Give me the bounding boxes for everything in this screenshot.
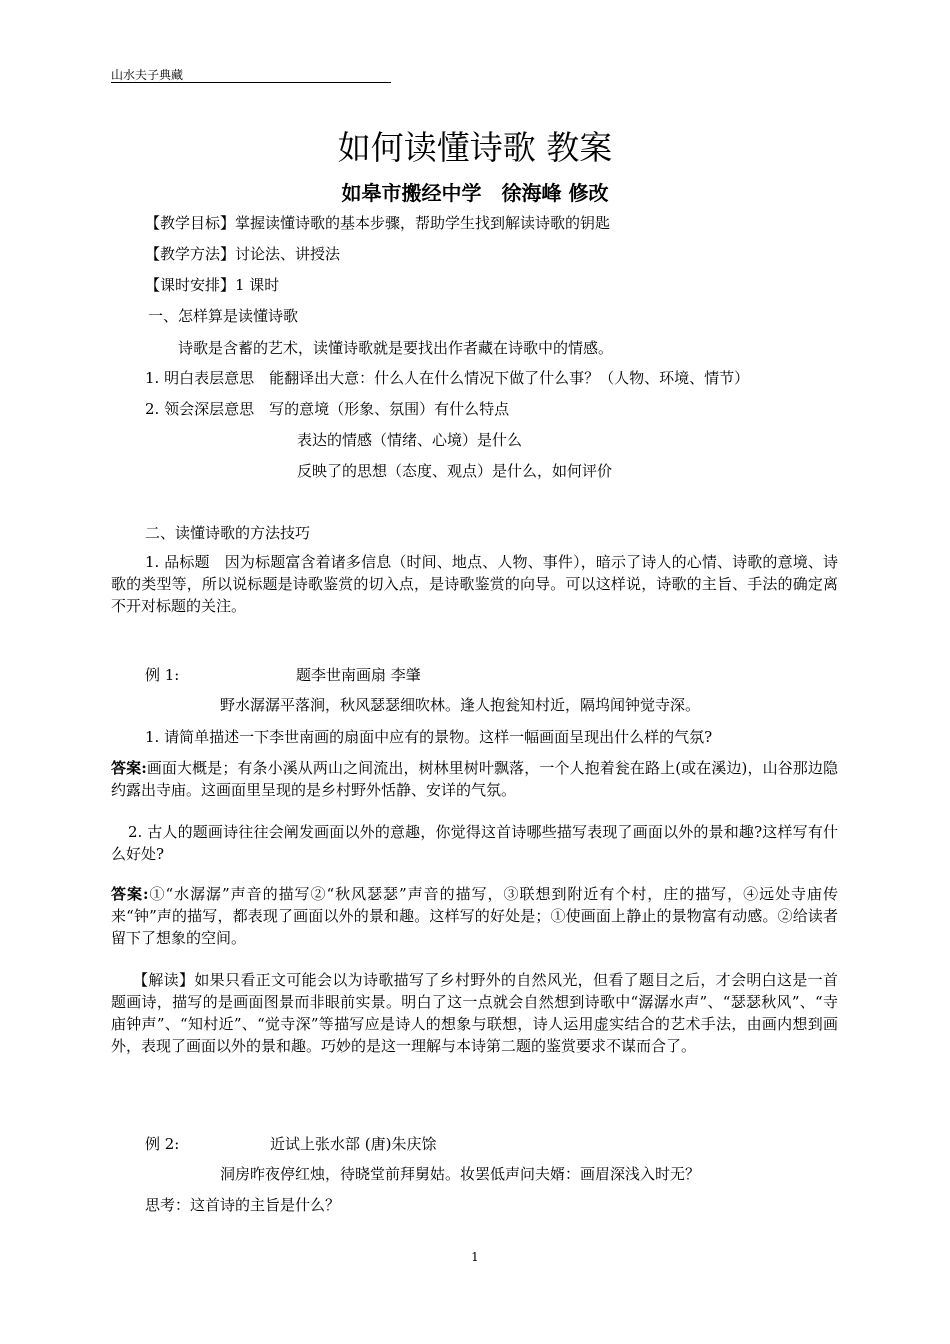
section1-item2: 2. 领会深层意思 写的意境（形象、氛围）有什么特点 bbox=[145, 400, 510, 418]
section1-heading: 一、怎样算是读懂诗歌 bbox=[148, 307, 299, 325]
section1-item1: 1. 明白表层意思 能翻译出大意：什么人在什么情况下做了什么事？（人物、环境、情节） bbox=[145, 369, 750, 387]
document-subtitle: 如皋市搬经中学 徐海峰 修改 bbox=[341, 181, 609, 205]
answer-label: 答案: bbox=[111, 885, 149, 903]
example1-answer2 bbox=[111, 883, 838, 949]
section1-intro: 诗歌是含蓄的艺术，读懂诗歌就是要找出作者藏在诗歌中的情感。 bbox=[178, 339, 614, 357]
example1-question2: 2. 古人的题画诗往往会阐发画面以外的意趣，你觉得这首诗哪些描写表现了画面以外的景和趣?这样写有什么好处? bbox=[111, 823, 838, 863]
example1-poem: 野水潺潺平落涧，秋风瑟瑟细吹林。逢人抱瓮知村近，隔坞闻钟觉寺深。 bbox=[220, 696, 701, 714]
example2-label: 例 2: bbox=[145, 1135, 180, 1153]
example1-analysis bbox=[111, 969, 838, 1057]
example2-question: 思考：这首诗的主旨是什么？ bbox=[145, 1196, 341, 1214]
example1-answer1 bbox=[111, 757, 838, 801]
section1-item2b: 表达的情感（情绪、心境）是什么 bbox=[297, 431, 523, 449]
analysis-label: 【解读】 bbox=[133, 971, 195, 989]
class-schedule: 【课时安排】1 课时 bbox=[145, 276, 280, 294]
page-number: 1 bbox=[471, 1250, 479, 1264]
example1-poem-title: 题李世南画扇 李肇 bbox=[296, 666, 421, 684]
teaching-method: 【教学方法】讨论法、讲授法 bbox=[145, 245, 341, 263]
answer-label: 答案: bbox=[111, 759, 147, 777]
header-rule bbox=[111, 82, 391, 83]
section2-paragraph1: 1. 品标题 因为标题富含着诸多信息（时间、地点、人物、事件），暗示了诗人的心情、诗歌的意境、诗歌的类型等，所以说标题是诗歌鉴赏的切入点，是诗歌鉴赏的向导。可以这样说，诗歌的主旨、手法的确定离不开对标题的关注。 bbox=[111, 553, 838, 615]
page-header: 山水夫子典藏 bbox=[111, 68, 184, 82]
teaching-goal: 【教学目标】掌握读懂诗歌的基本步骤，帮助学生找到解读诗歌的钥匙 bbox=[145, 214, 611, 232]
answer1-text: 画面大概是；有条小溪从两山之间流出，树林里树叶飘落，一个人抱着瓮在路上(或在溪边)，山谷那边隐约露出寺庙。这画面里呈现的是乡村野外恬静、安详的气氛。 bbox=[111, 759, 838, 799]
example1-question1: 1. 请简单描述一下李世南画的扇面中应有的景物。这样一幅画面呈现出什么样的气氛? bbox=[145, 728, 713, 746]
analysis-text: 如果只看正文可能会以为诗歌描写了乡村野外的自然风光，但看了题目之后，才会明白这是一首题画诗，描写的是画面图景而非眼前实景。明白了这一点就会自然想到诗歌中“潺潺水声”、“瑟瑟秋风”、“寺庙钟声”、“知村近”、“觉寺深”等描写应是诗人的想象与联想，诗人运用虚实结合的艺术手法，由画内想到画外，表现了画面以外的景和趣。巧妙的是这一理解与本诗第二题的鉴赏要求不谋而合了。 bbox=[111, 971, 838, 1055]
example1-label: 例 1: bbox=[145, 666, 180, 684]
document-title: 如何读懂诗歌 教案 bbox=[337, 128, 613, 167]
example2-poem-title: 近试上张水部 (唐)朱庆馀 bbox=[270, 1135, 437, 1153]
example2-poem: 洞房昨夜停红烛，待晓堂前拜舅姑。妆罢低声问夫婿：画眉深浅入时无？ bbox=[220, 1165, 701, 1183]
section1-item2c: 反映了的思想（态度、观点）是什么，如何评价 bbox=[297, 462, 613, 480]
answer2-text: ①“水潺潺”声音的描写②“秋风瑟瑟”声音的描写，③联想到附近有个村，庄的描写，④远处寺庙传来“钟”声的描写，都表现了画面以外的景和趣。这样写的好处是；①使画面上静止的景物富有动感。②给读者留下了想象的空间。 bbox=[111, 885, 838, 947]
section2-heading: 二、读懂诗歌的方法技巧 bbox=[145, 524, 311, 542]
